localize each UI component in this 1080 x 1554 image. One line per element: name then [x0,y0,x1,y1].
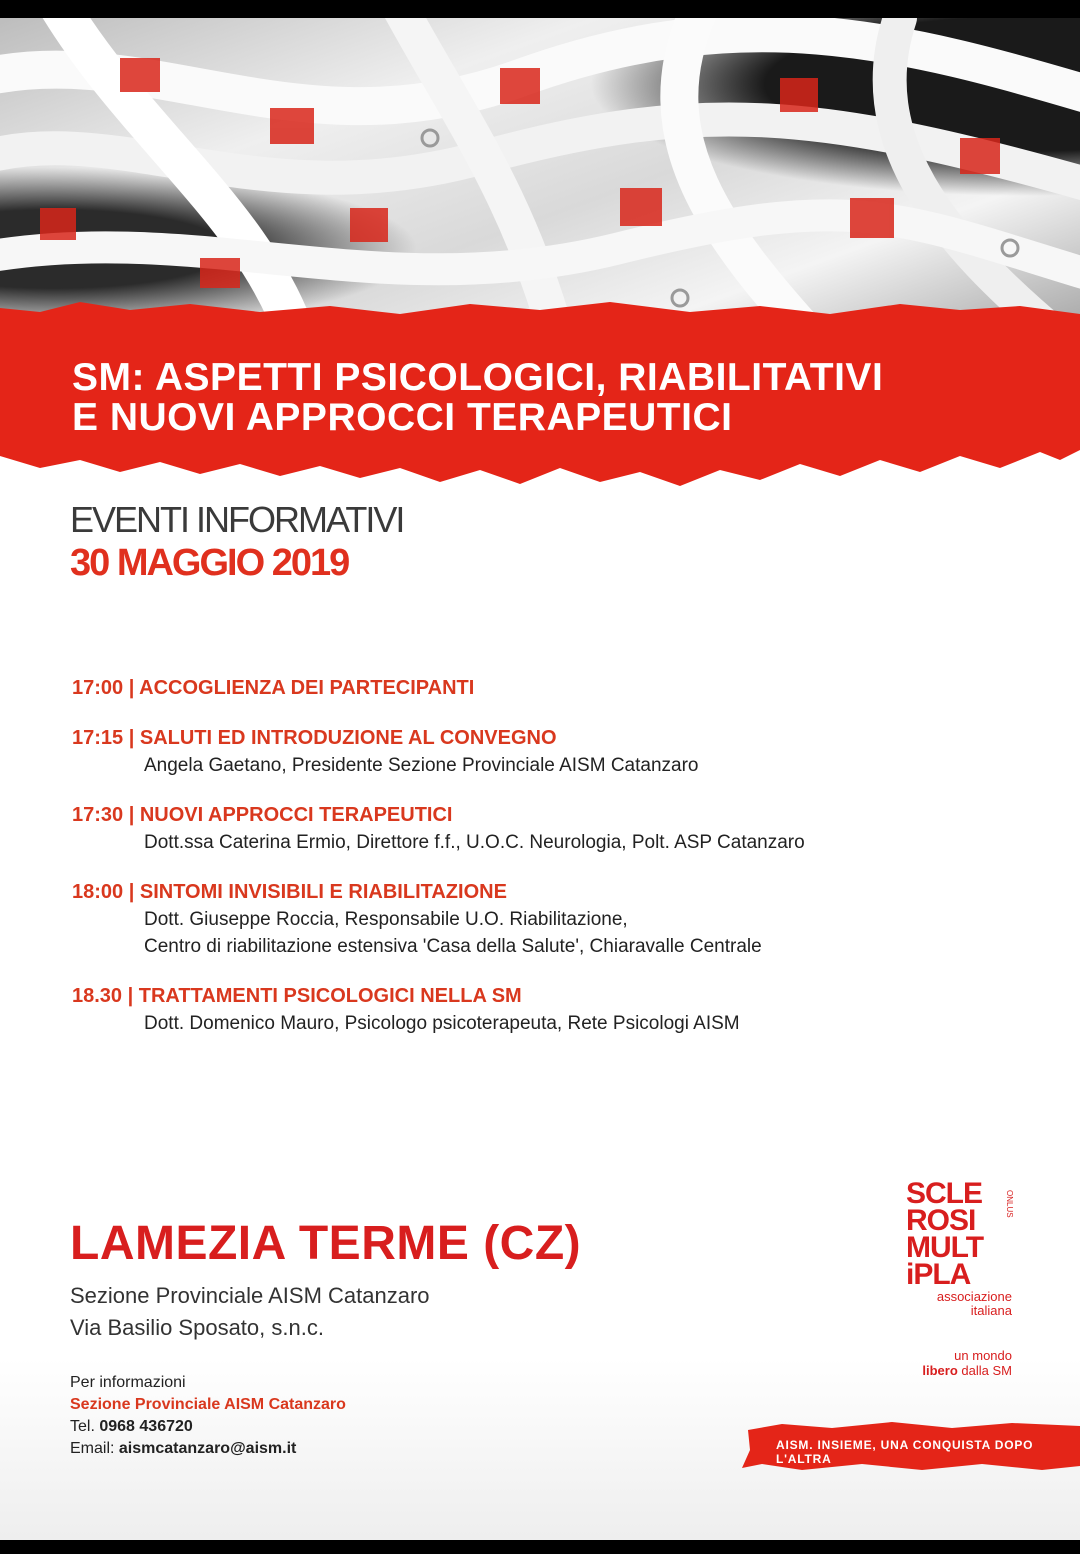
phone-label: Tel. [70,1418,95,1435]
logo-line: MULT [906,1231,984,1264]
slogan-bold: libero [922,1363,958,1378]
program-item-speaker: Dott. Giuseppe Roccia, Responsabile U.O. Riabilitazione, [144,909,628,930]
phone-number[interactable]: 0968 436720 [99,1418,193,1435]
aism-logo [906,1177,1036,1378]
event-subtitle: EVENTI INFORMATIVI [70,499,404,540]
program-item-heading: 18:00 | SINTOMI INVISIBILI E RIABILITAZIONE [72,881,507,903]
logo-assoc-line: associazione [936,1289,1012,1304]
program-item-heading: 18.30 | TRATTAMENTI PSICOLOGICI NELLA SM [72,985,522,1007]
info-email [70,1438,346,1460]
info-phone [70,1416,346,1438]
logo-slogan [906,1348,1012,1378]
logo-assoc-line: italiana [970,1303,1012,1318]
venue-address: Via Basilio Sposato, s.n.c. [70,1315,324,1340]
program-item-heading: 17:00 | ACCOGLIENZA DEI PARTECIPANTI [72,677,475,699]
slogan-rest: dalla SM [961,1363,1012,1378]
program-item [72,801,972,856]
slogan-line [906,1363,1012,1378]
logo-line: ROSI [906,1204,976,1237]
title-line-1: SM: ASPETTI PSICOLOGICI, RIABILITATIVI [72,356,884,399]
contact-info [70,1372,346,1460]
program-item-speaker: Dott.ssa Caterina Ermio, Direttore f.f., U.O.C. Neurologia, Polt. ASP Catanzaro [144,832,805,853]
info-label: Per informazioni [70,1374,186,1391]
event-title [72,358,1032,438]
lanyards-photo [0,18,1080,348]
title-line-2: E NUOVI APPROCCI TERAPEUTICI [72,396,733,439]
program-item-speaker: Angela Gaetano, Presidente Sezione Provinciale AISM Catanzaro [144,755,699,776]
program-item [72,878,972,960]
slogan-line: un mondo [954,1348,1012,1363]
email-label: Email: [70,1440,115,1457]
logo-line: iPLA [906,1258,971,1291]
program-item-speaker: Dott. Domenico Mauro, Psicologo psicoterapeuta, Rete Psicologi AISM [144,1013,740,1034]
program-item [72,724,972,779]
tagline-text: AISM. INSIEME, UNA CONQUISTA DOPO L'ALTRA [776,1438,1034,1466]
logo-line: SCLE [906,1177,983,1210]
venue-block [70,1280,430,1344]
program-item-speaker-affiliation: Centro di riabilitazione estensiva 'Casa della Salute', Chiaravalle Centrale [144,936,762,957]
program-item [72,982,972,1037]
program-list [72,674,972,1059]
event-date: 30 MAGGIO 2019 [70,542,349,584]
logo-onlus: ONLUS [1005,1190,1014,1218]
location-city: LAMEZIA TERME (CZ) [70,1217,582,1270]
email-address[interactable]: aismcatanzaro@aism.it [118,1440,297,1457]
program-item-heading: 17:15 | SALUTI ED INTRODUZIONE AL CONVEGNO [72,727,557,749]
venue-name: Sezione Provinciale AISM Catanzaro [70,1283,430,1308]
info-organization: Sezione Provinciale AISM Catanzaro [70,1396,346,1413]
program-item-heading: 17:30 | NUOVI APPROCCI TERAPEUTICI [72,804,453,826]
poster [0,18,1080,1540]
logo-association [906,1290,1012,1318]
program-item [72,674,972,702]
